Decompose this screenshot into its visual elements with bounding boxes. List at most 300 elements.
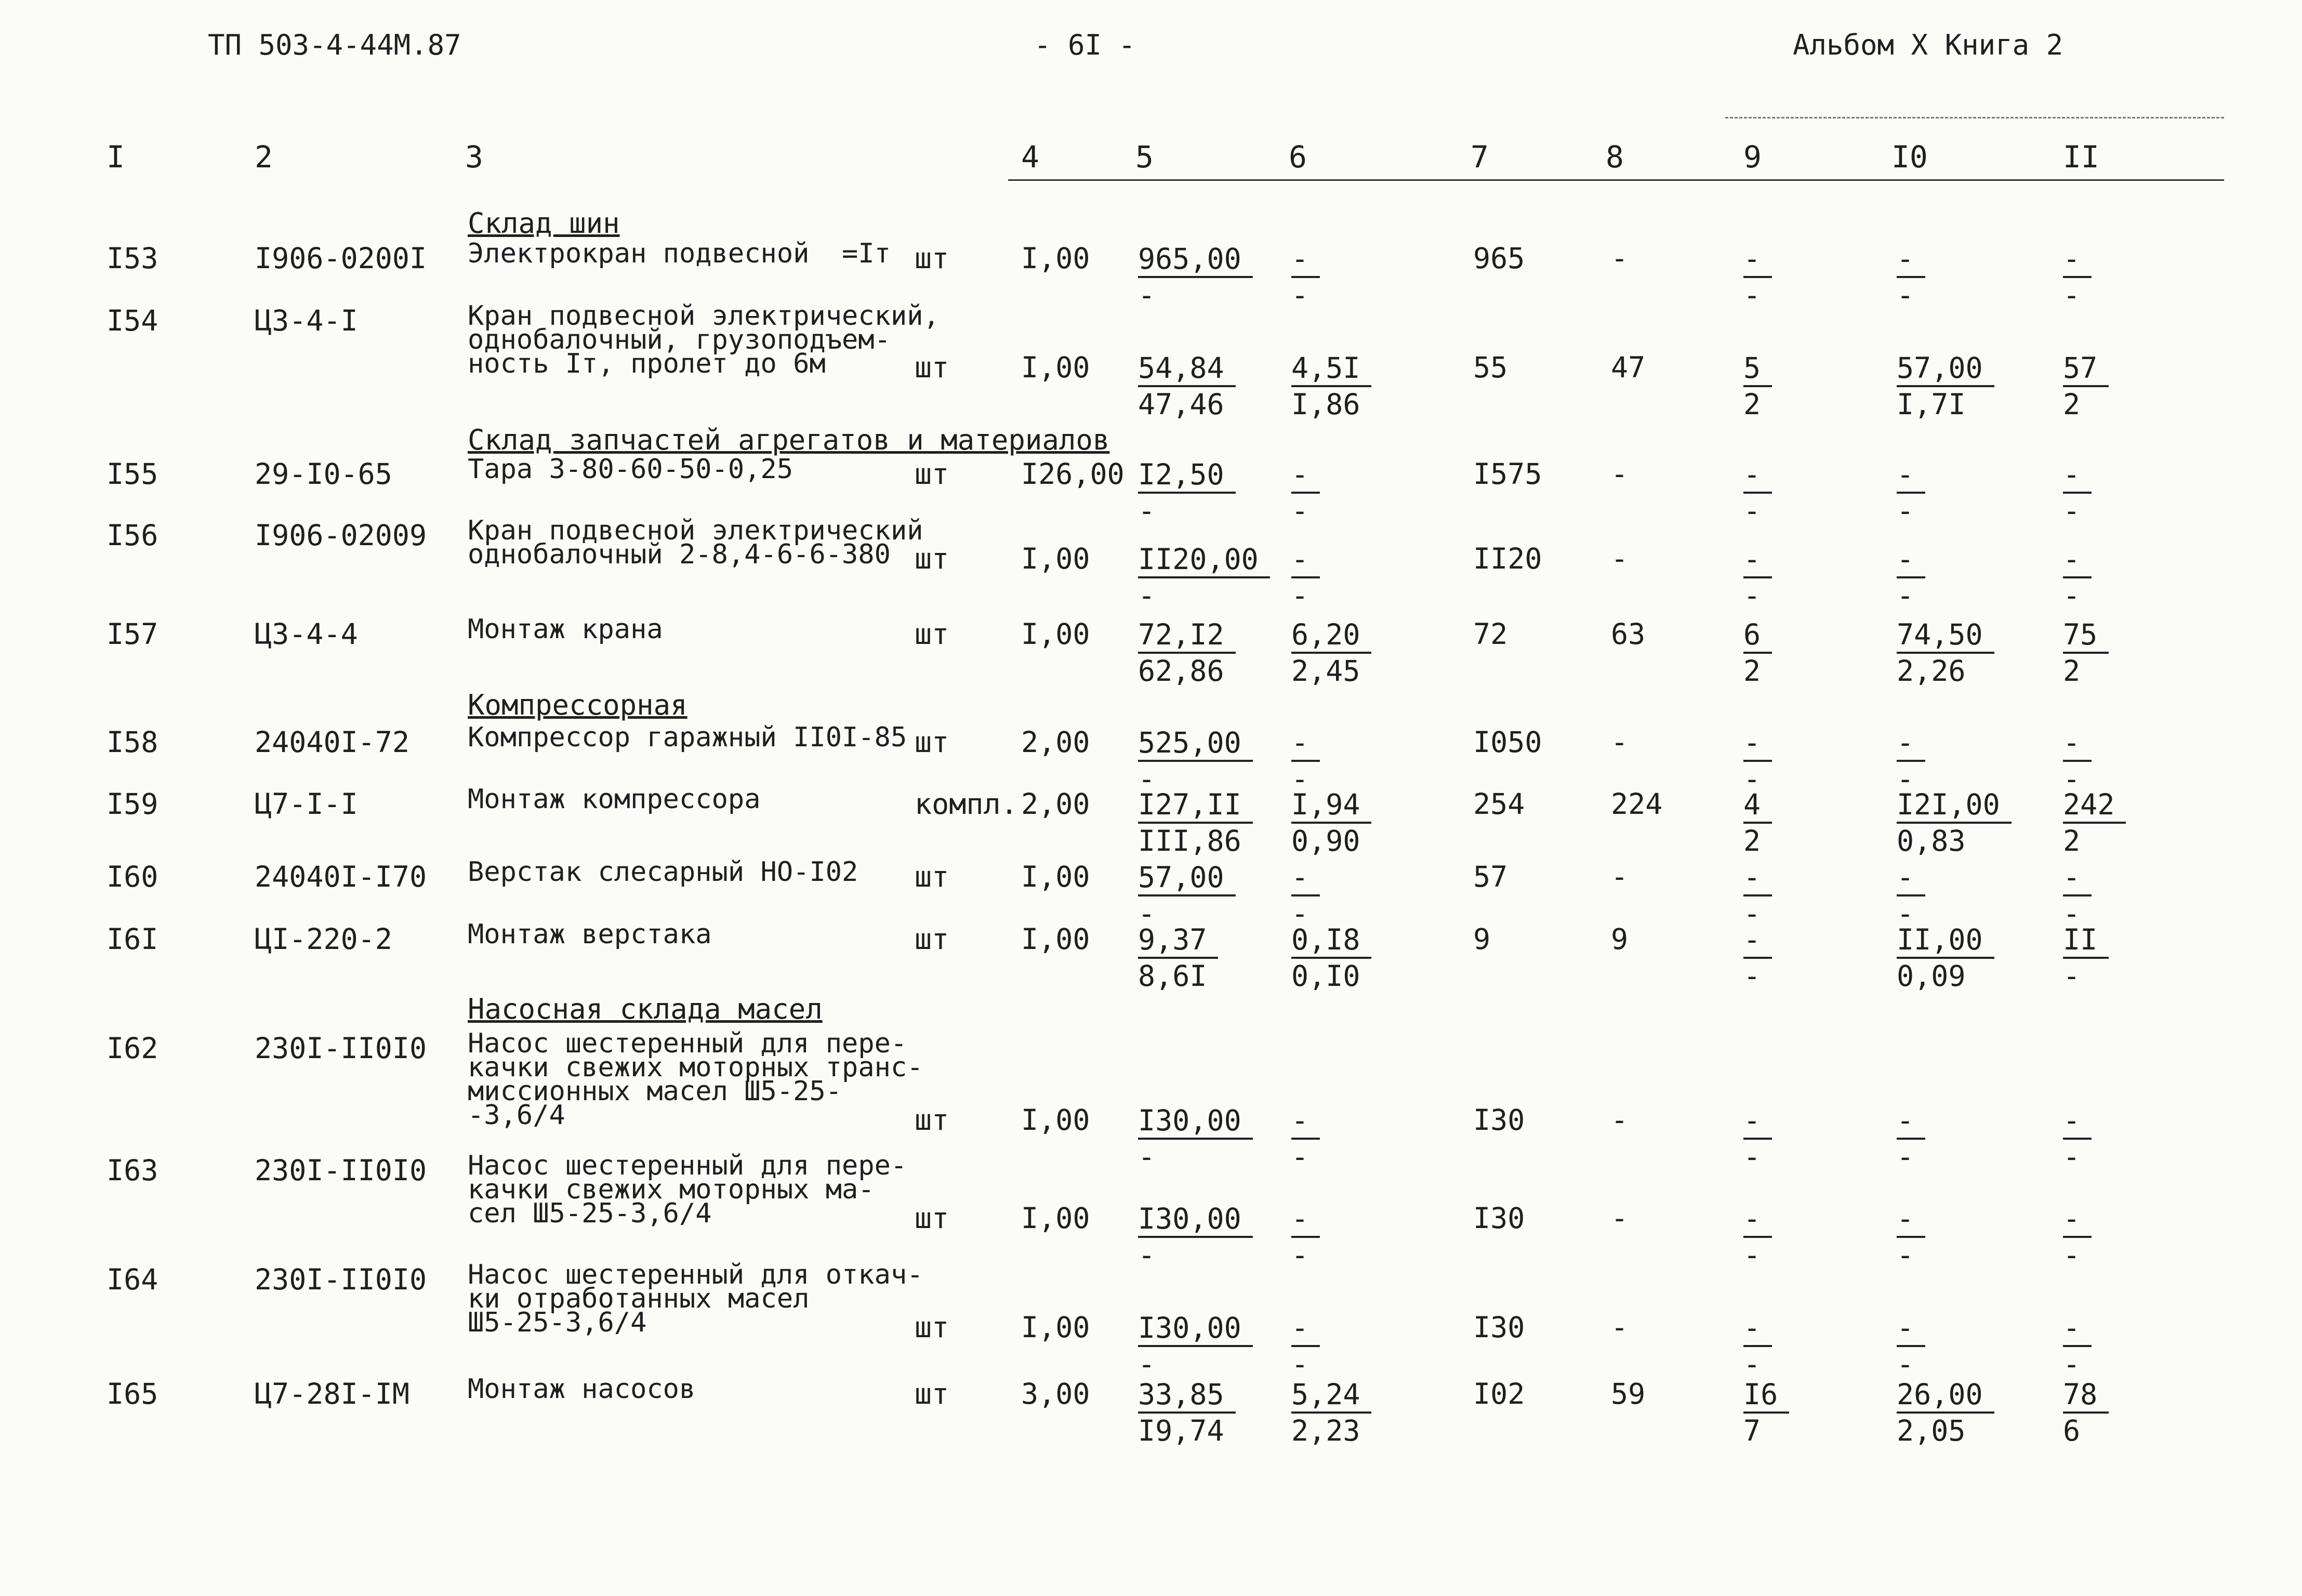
row-quantity: 2,00 bbox=[1021, 787, 1090, 821]
row-number: I6I bbox=[107, 922, 158, 956]
col6-value-bottom: 2,23 bbox=[1291, 1414, 1360, 1447]
col10-value bbox=[1897, 860, 1925, 931]
col9-value bbox=[1743, 1202, 1772, 1272]
col6-value-top: 4,5I bbox=[1291, 351, 1371, 387]
col10-value bbox=[1897, 1103, 1925, 1174]
col11-value-top: II bbox=[2063, 922, 2109, 959]
col10-value bbox=[1897, 617, 1994, 688]
col9-value bbox=[1743, 1377, 1789, 1448]
col6-value bbox=[1291, 922, 1371, 993]
col6-value bbox=[1291, 457, 1320, 528]
col10-value-bottom: - bbox=[1897, 1348, 1914, 1381]
col6-value-top: - bbox=[1291, 542, 1320, 578]
col9-value bbox=[1743, 1311, 1772, 1381]
col11-value-bottom: - bbox=[2063, 279, 2081, 312]
col9-value-top: - bbox=[1743, 860, 1772, 896]
section-tire-storage: Склад шин bbox=[468, 207, 620, 240]
col8-value: - bbox=[1611, 457, 1629, 491]
row-unit: шт bbox=[915, 1377, 949, 1410]
col5-value-bottom: - bbox=[1138, 1140, 1156, 1173]
section-compressor: Компрессорная bbox=[468, 689, 687, 721]
col-4: 4 bbox=[1021, 139, 1039, 175]
row-description: Монтаж насосов bbox=[468, 1374, 696, 1405]
col5-value bbox=[1138, 1377, 1236, 1448]
row-quantity: 3,00 bbox=[1021, 1377, 1090, 1410]
row-unit: шт bbox=[915, 617, 949, 651]
col11-value bbox=[2063, 922, 2109, 993]
col6-value bbox=[1291, 1202, 1320, 1272]
col10-value-bottom: 2,05 bbox=[1897, 1414, 1966, 1447]
row-quantity: I,00 bbox=[1021, 1103, 1090, 1137]
col6-value-top: 5,24 bbox=[1291, 1377, 1371, 1414]
col9-value-top: 5 bbox=[1743, 351, 1772, 387]
row-unit: шт bbox=[915, 1103, 949, 1137]
album-label: Альбом Х Книга 2 bbox=[1793, 29, 2063, 61]
row-number: I59 bbox=[107, 787, 158, 821]
col11-value bbox=[2063, 726, 2092, 796]
col10-value-top: II,00 bbox=[1897, 922, 1994, 959]
row-description: Монтаж компрессора bbox=[468, 784, 761, 815]
row-description: Насос шестеренный для пере- качки свежих моторных ма- сел Ш5-25-3,6/4 bbox=[468, 1150, 907, 1229]
col9-value-bottom: 2 bbox=[1743, 824, 1761, 858]
col6-value-bottom: 0,90 bbox=[1291, 824, 1360, 858]
col9-value-top: - bbox=[1743, 457, 1772, 494]
col6-value-bottom: 2,45 bbox=[1291, 654, 1360, 688]
row-description: Электрокран подвесной =Iт bbox=[468, 238, 891, 269]
col5-value-top: I2,50 bbox=[1138, 457, 1236, 494]
header-dashed-rule bbox=[1725, 117, 2224, 118]
col11-value bbox=[2063, 1202, 2092, 1272]
col-3: 3 bbox=[465, 139, 483, 175]
col11-value-top: - bbox=[2063, 457, 2092, 494]
col8-value: 9 bbox=[1611, 922, 1629, 956]
col5-value bbox=[1138, 1311, 1253, 1381]
col9-value-top: - bbox=[1743, 1311, 1772, 1347]
col7-value: I30 bbox=[1473, 1202, 1525, 1235]
col5-value bbox=[1138, 1202, 1253, 1272]
row-quantity: I,00 bbox=[1021, 860, 1090, 893]
col10-value-top: 74,50 bbox=[1897, 617, 1994, 654]
col11-value-top: - bbox=[2063, 1202, 2092, 1238]
col6-value-top: - bbox=[1291, 860, 1320, 896]
col10-value bbox=[1897, 1311, 1925, 1381]
row-description: Насос шестеренный для пере- качки свежих моторных транс- миссионных масел Ш5-25- -3,6/4 bbox=[468, 1028, 923, 1131]
col5-value bbox=[1138, 617, 1236, 688]
col5-value-top: 525,00 bbox=[1138, 726, 1253, 762]
col10-value-bottom: - bbox=[1897, 494, 1914, 527]
col8-value: 224 bbox=[1611, 787, 1663, 821]
col5-value-bottom: - bbox=[1138, 1238, 1156, 1272]
col10-value bbox=[1897, 726, 1925, 796]
col9-value-bottom: - bbox=[1743, 897, 1761, 930]
col-8: 8 bbox=[1606, 139, 1624, 175]
table-row bbox=[0, 1374, 2302, 1447]
col5-value-top: 965,00 bbox=[1138, 242, 1253, 278]
col10-value-top: 26,00 bbox=[1897, 1377, 1994, 1414]
col6-value-bottom: - bbox=[1291, 1348, 1309, 1381]
row-number: I60 bbox=[107, 860, 158, 893]
col9-value-bottom: 2 bbox=[1743, 654, 1761, 688]
table-row bbox=[0, 300, 2302, 421]
col9-value bbox=[1743, 457, 1772, 528]
col11-value-bottom: - bbox=[2063, 762, 2081, 796]
col10-value bbox=[1897, 351, 1994, 421]
row-unit: шт bbox=[915, 351, 949, 384]
row-code: Ц7-I-I bbox=[255, 787, 358, 821]
col11-value bbox=[2063, 1103, 2092, 1174]
col9-value bbox=[1743, 787, 1772, 858]
col-6: 6 bbox=[1289, 139, 1307, 175]
col7-value: I575 bbox=[1473, 457, 1542, 491]
col9-value-bottom: - bbox=[1743, 579, 1761, 612]
col6-value bbox=[1291, 542, 1320, 613]
col9-value bbox=[1743, 726, 1772, 796]
col9-value-top: - bbox=[1743, 726, 1772, 762]
col5-value-top: 33,85 bbox=[1138, 1377, 1236, 1414]
col6-value-top: - bbox=[1291, 242, 1320, 278]
col7-value: 254 bbox=[1473, 787, 1525, 821]
row-code: Ц7-28I-IМ bbox=[255, 1377, 410, 1410]
col11-value-top: - bbox=[2063, 860, 2092, 896]
col9-value bbox=[1743, 1103, 1772, 1174]
col7-value: 55 bbox=[1473, 351, 1508, 384]
row-unit: шт bbox=[915, 1311, 949, 1344]
col10-value bbox=[1897, 922, 1994, 993]
col11-value-bottom: - bbox=[2063, 1348, 2081, 1381]
col11-value bbox=[2063, 242, 2092, 312]
col5-value bbox=[1138, 860, 1236, 931]
col10-value-bottom: 0,83 bbox=[1897, 824, 1966, 858]
col6-value-top: - bbox=[1291, 726, 1320, 762]
col5-value bbox=[1138, 242, 1253, 312]
row-description: Верстак слесарный НО-I02 bbox=[468, 856, 858, 888]
col5-value-top: 72,I2 bbox=[1138, 617, 1236, 654]
col8-value: - bbox=[1611, 1202, 1629, 1235]
col6-value-top: I,94 bbox=[1291, 787, 1371, 824]
row-quantity: I,00 bbox=[1021, 1311, 1090, 1344]
col9-value-bottom: - bbox=[1743, 762, 1761, 796]
row-unit: компл. bbox=[915, 787, 1018, 821]
row-number: I54 bbox=[107, 304, 158, 337]
row-code: 29-I0-65 bbox=[255, 457, 392, 491]
col5-value bbox=[1138, 457, 1236, 528]
table-row bbox=[0, 454, 2302, 527]
col10-value-bottom: - bbox=[1897, 762, 1914, 796]
row-code: I906-02009 bbox=[255, 519, 427, 552]
col5-value-bottom: - bbox=[1138, 762, 1156, 796]
row-description: Компрессор гаражный II0I-85 bbox=[468, 722, 907, 753]
col10-value bbox=[1897, 1202, 1925, 1272]
col11-value-top: 242 bbox=[2063, 787, 2126, 824]
col6-value bbox=[1291, 242, 1320, 312]
row-number: I55 bbox=[107, 457, 158, 491]
header-rule bbox=[1008, 179, 2224, 181]
col11-value-top: 57 bbox=[2063, 351, 2109, 387]
row-unit: шт bbox=[915, 922, 949, 956]
row-description: Насос шестеренный для откач- ки отработанных масел Ш5-25-3,6/4 bbox=[468, 1259, 923, 1338]
col6-value-bottom: - bbox=[1291, 279, 1309, 312]
table-row bbox=[0, 614, 2302, 688]
col6-value-bottom: - bbox=[1291, 762, 1309, 796]
col5-value-bottom: 8,6I bbox=[1138, 959, 1207, 993]
col10-value-top: - bbox=[1897, 726, 1925, 762]
col6-value bbox=[1291, 1311, 1320, 1381]
row-quantity: I,00 bbox=[1021, 617, 1090, 651]
col10-value-bottom: 0,09 bbox=[1897, 959, 1966, 993]
col9-value bbox=[1743, 242, 1772, 312]
col8-value: - bbox=[1611, 242, 1629, 275]
col6-value bbox=[1291, 726, 1320, 796]
col10-value bbox=[1897, 542, 1925, 613]
col5-value bbox=[1138, 922, 1218, 993]
col5-value-top: I30,00 bbox=[1138, 1202, 1253, 1238]
col11-value-bottom: - bbox=[2063, 959, 2081, 993]
col11-value-bottom: 6 bbox=[2063, 1414, 2081, 1447]
section-oil-pumps: Насосная склада масел bbox=[468, 993, 823, 1025]
row-unit: шт bbox=[915, 457, 949, 491]
row-quantity: I,00 bbox=[1021, 1202, 1090, 1235]
col8-value: - bbox=[1611, 1311, 1629, 1344]
col10-value-bottom: 2,26 bbox=[1897, 654, 1966, 688]
row-description: Кран подвесной электрический, однобалочный, грузоподъем- ность Iт, пролет до 6м bbox=[468, 300, 940, 379]
col6-value-top: 0,I8 bbox=[1291, 922, 1371, 959]
col9-value-bottom: 7 bbox=[1743, 1414, 1761, 1447]
row-code: 230I-II0I0 bbox=[255, 1263, 427, 1296]
col11-value-top: 75 bbox=[2063, 617, 2109, 654]
row-unit: шт bbox=[915, 726, 949, 759]
col9-value bbox=[1743, 922, 1772, 993]
row-number: I56 bbox=[107, 519, 158, 552]
col10-value-bottom: I,7I bbox=[1897, 388, 1966, 421]
col11-value-bottom: 2 bbox=[2063, 388, 2081, 421]
section-spare-parts: Склад запчастей агрегатов и материалов bbox=[468, 424, 1110, 456]
col11-value-bottom: - bbox=[2063, 579, 2081, 612]
row-unit: шт bbox=[915, 1202, 949, 1235]
row-description: Монтаж верстака bbox=[468, 919, 712, 950]
row-code: 24040I-I70 bbox=[255, 860, 427, 893]
col9-value bbox=[1743, 860, 1772, 931]
col11-value bbox=[2063, 1377, 2109, 1448]
col10-value-bottom: - bbox=[1897, 897, 1914, 930]
table-row bbox=[0, 856, 2302, 930]
col9-value bbox=[1743, 617, 1772, 688]
row-code: 230I-II0I0 bbox=[255, 1032, 427, 1065]
col9-value-top: - bbox=[1743, 242, 1772, 278]
col6-value-top: - bbox=[1291, 457, 1320, 494]
col5-value-bottom: 62,86 bbox=[1138, 654, 1224, 688]
col7-value: I30 bbox=[1473, 1103, 1525, 1137]
col10-value-top: 57,00 bbox=[1897, 351, 1994, 387]
col5-value-top: I30,00 bbox=[1138, 1103, 1253, 1140]
col5-value bbox=[1138, 787, 1253, 858]
col6-value-bottom: - bbox=[1291, 1140, 1309, 1173]
col11-value-top: - bbox=[2063, 1103, 2092, 1140]
col10-value-top: - bbox=[1897, 1311, 1925, 1347]
col6-value-bottom: - bbox=[1291, 579, 1309, 612]
col10-value-top: - bbox=[1897, 242, 1925, 278]
row-quantity: 2,00 bbox=[1021, 726, 1090, 759]
col5-value-top: 54,84 bbox=[1138, 351, 1236, 387]
row-quantity: I26,00 bbox=[1021, 457, 1124, 491]
row-number: I64 bbox=[107, 1263, 158, 1296]
col10-value-bottom: - bbox=[1897, 1140, 1914, 1173]
col9-value-bottom: 2 bbox=[1743, 388, 1761, 421]
col-5: 5 bbox=[1135, 139, 1154, 175]
row-number: I57 bbox=[107, 617, 158, 651]
col9-value-top: - bbox=[1743, 922, 1772, 959]
col10-value bbox=[1897, 242, 1925, 312]
col9-value-top: I6 bbox=[1743, 1377, 1789, 1414]
col5-value-bottom: 47,46 bbox=[1138, 388, 1224, 421]
col11-value-top: - bbox=[2063, 542, 2092, 578]
col10-value-top: I2I,00 bbox=[1897, 787, 2012, 824]
col11-value-bottom: - bbox=[2063, 1140, 2081, 1173]
col7-value: 57 bbox=[1473, 860, 1508, 893]
col9-value-bottom: - bbox=[1743, 279, 1761, 312]
col11-value-top: - bbox=[2063, 726, 2092, 762]
col11-value-bottom: 2 bbox=[2063, 654, 2081, 688]
col6-value-bottom: - bbox=[1291, 1238, 1309, 1272]
col5-value-bottom: - bbox=[1138, 897, 1156, 930]
col10-value bbox=[1897, 787, 2012, 858]
col8-value: 59 bbox=[1611, 1377, 1646, 1410]
col6-value-bottom: - bbox=[1291, 897, 1309, 930]
col-2: 2 bbox=[255, 139, 273, 175]
col7-value: 9 bbox=[1473, 922, 1491, 956]
col5-value bbox=[1138, 726, 1253, 796]
row-description: Кран подвесной электрический однобалочный 2-8,4-6-6-380 bbox=[468, 515, 923, 570]
col8-value: - bbox=[1611, 542, 1629, 575]
col5-value bbox=[1138, 1103, 1253, 1174]
col5-value-bottom: - bbox=[1138, 279, 1156, 312]
col8-value: - bbox=[1611, 726, 1629, 759]
col6-value bbox=[1291, 351, 1371, 421]
col5-value-bottom: - bbox=[1138, 579, 1156, 612]
row-code: ЦI-220-2 bbox=[255, 922, 392, 956]
row-quantity: I,00 bbox=[1021, 351, 1090, 384]
col11-value bbox=[2063, 617, 2109, 688]
col-11: II bbox=[2063, 139, 2099, 175]
row-unit: шт bbox=[915, 242, 949, 275]
col6-value-bottom: - bbox=[1291, 494, 1309, 527]
col5-value-bottom: - bbox=[1138, 1348, 1156, 1381]
col6-value-top: - bbox=[1291, 1103, 1320, 1140]
col6-value-bottom: I,86 bbox=[1291, 388, 1360, 421]
col10-value-top: - bbox=[1897, 1202, 1925, 1238]
col11-value bbox=[2063, 787, 2126, 858]
col6-value bbox=[1291, 860, 1320, 931]
row-quantity: I,00 bbox=[1021, 242, 1090, 275]
row-code: I906-0200I bbox=[255, 242, 427, 275]
col6-value bbox=[1291, 1377, 1371, 1448]
col10-value-bottom: - bbox=[1897, 279, 1914, 312]
row-number: I62 bbox=[107, 1032, 158, 1065]
col7-value: I30 bbox=[1473, 1311, 1525, 1344]
row-code: 230I-II0I0 bbox=[255, 1154, 427, 1187]
col-7: 7 bbox=[1471, 139, 1489, 175]
row-unit: шт bbox=[915, 542, 949, 575]
col11-value bbox=[2063, 542, 2092, 613]
col9-value-top: 6 bbox=[1743, 617, 1772, 654]
col9-value-top: - bbox=[1743, 542, 1772, 578]
col-1: I bbox=[107, 139, 125, 175]
col7-value: 72 bbox=[1473, 617, 1508, 651]
col9-value-bottom: - bbox=[1743, 959, 1761, 993]
col5-value-top: II20,00 bbox=[1138, 542, 1270, 578]
col11-value-top: - bbox=[2063, 1311, 2092, 1347]
col6-value bbox=[1291, 1103, 1320, 1174]
row-code: 24040I-72 bbox=[255, 726, 410, 759]
col5-value-bottom: III,86 bbox=[1138, 824, 1241, 858]
col10-value-bottom: - bbox=[1897, 1238, 1914, 1272]
col10-value bbox=[1897, 457, 1925, 528]
col9-value-bottom: - bbox=[1743, 1348, 1761, 1381]
col11-value-bottom: 2 bbox=[2063, 824, 2081, 858]
col9-value bbox=[1743, 351, 1772, 421]
col8-value: - bbox=[1611, 1103, 1629, 1137]
col5-value-bottom: - bbox=[1138, 494, 1156, 527]
row-description: Монтаж крана bbox=[468, 614, 663, 645]
col5-value bbox=[1138, 542, 1270, 613]
col11-value bbox=[2063, 351, 2109, 421]
page-number: - 6I - bbox=[1034, 29, 1136, 61]
col9-value-top: - bbox=[1743, 1202, 1772, 1238]
row-quantity: I,00 bbox=[1021, 922, 1090, 956]
col11-value-bottom: - bbox=[2063, 897, 2081, 930]
col6-value-top: 6,20 bbox=[1291, 617, 1371, 654]
row-description: Тара 3-80-60-50-0,25 bbox=[468, 454, 793, 485]
row-code: Ц3-4-I bbox=[255, 304, 358, 337]
col11-value-top: 78 bbox=[2063, 1377, 2109, 1414]
col10-value-bottom: - bbox=[1897, 579, 1914, 612]
col10-value-top: - bbox=[1897, 542, 1925, 578]
row-code: Ц3-4-4 bbox=[255, 617, 358, 651]
row-number: I65 bbox=[107, 1377, 158, 1410]
col8-value: - bbox=[1611, 860, 1629, 893]
row-quantity: I,00 bbox=[1021, 542, 1090, 575]
col6-value-top: - bbox=[1291, 1202, 1320, 1238]
col9-value bbox=[1743, 542, 1772, 613]
col5-value-top: I27,II bbox=[1138, 787, 1253, 824]
col-9: 9 bbox=[1743, 139, 1762, 175]
col9-value-bottom: - bbox=[1743, 1238, 1761, 1272]
col11-value-bottom: - bbox=[2063, 1238, 2081, 1272]
col10-value-top: - bbox=[1897, 860, 1925, 896]
col8-value: 63 bbox=[1611, 617, 1646, 651]
col5-value-top: 9,37 bbox=[1138, 922, 1218, 959]
col6-value-top: - bbox=[1291, 1311, 1320, 1347]
col5-value-bottom: I9,74 bbox=[1138, 1414, 1224, 1447]
col5-value bbox=[1138, 351, 1236, 421]
col9-value-bottom: - bbox=[1743, 494, 1761, 527]
col11-value bbox=[2063, 860, 2092, 931]
col11-value-top: - bbox=[2063, 242, 2092, 278]
doc-code: ТП 503-4-44М.87 bbox=[208, 29, 461, 61]
col10-value bbox=[1897, 1377, 1994, 1448]
col10-value-top: - bbox=[1897, 1103, 1925, 1140]
col-10: I0 bbox=[1891, 139, 1928, 175]
row-number: I58 bbox=[107, 726, 158, 759]
col9-value-top: 4 bbox=[1743, 787, 1772, 824]
col8-value: 47 bbox=[1611, 351, 1646, 384]
col9-value-top: - bbox=[1743, 1103, 1772, 1140]
row-unit: шт bbox=[915, 860, 949, 893]
col7-value: II20 bbox=[1473, 542, 1542, 575]
col7-value: I050 bbox=[1473, 726, 1542, 759]
col5-value-top: I30,00 bbox=[1138, 1311, 1253, 1347]
col6-value bbox=[1291, 617, 1371, 688]
col7-value: I02 bbox=[1473, 1377, 1525, 1410]
